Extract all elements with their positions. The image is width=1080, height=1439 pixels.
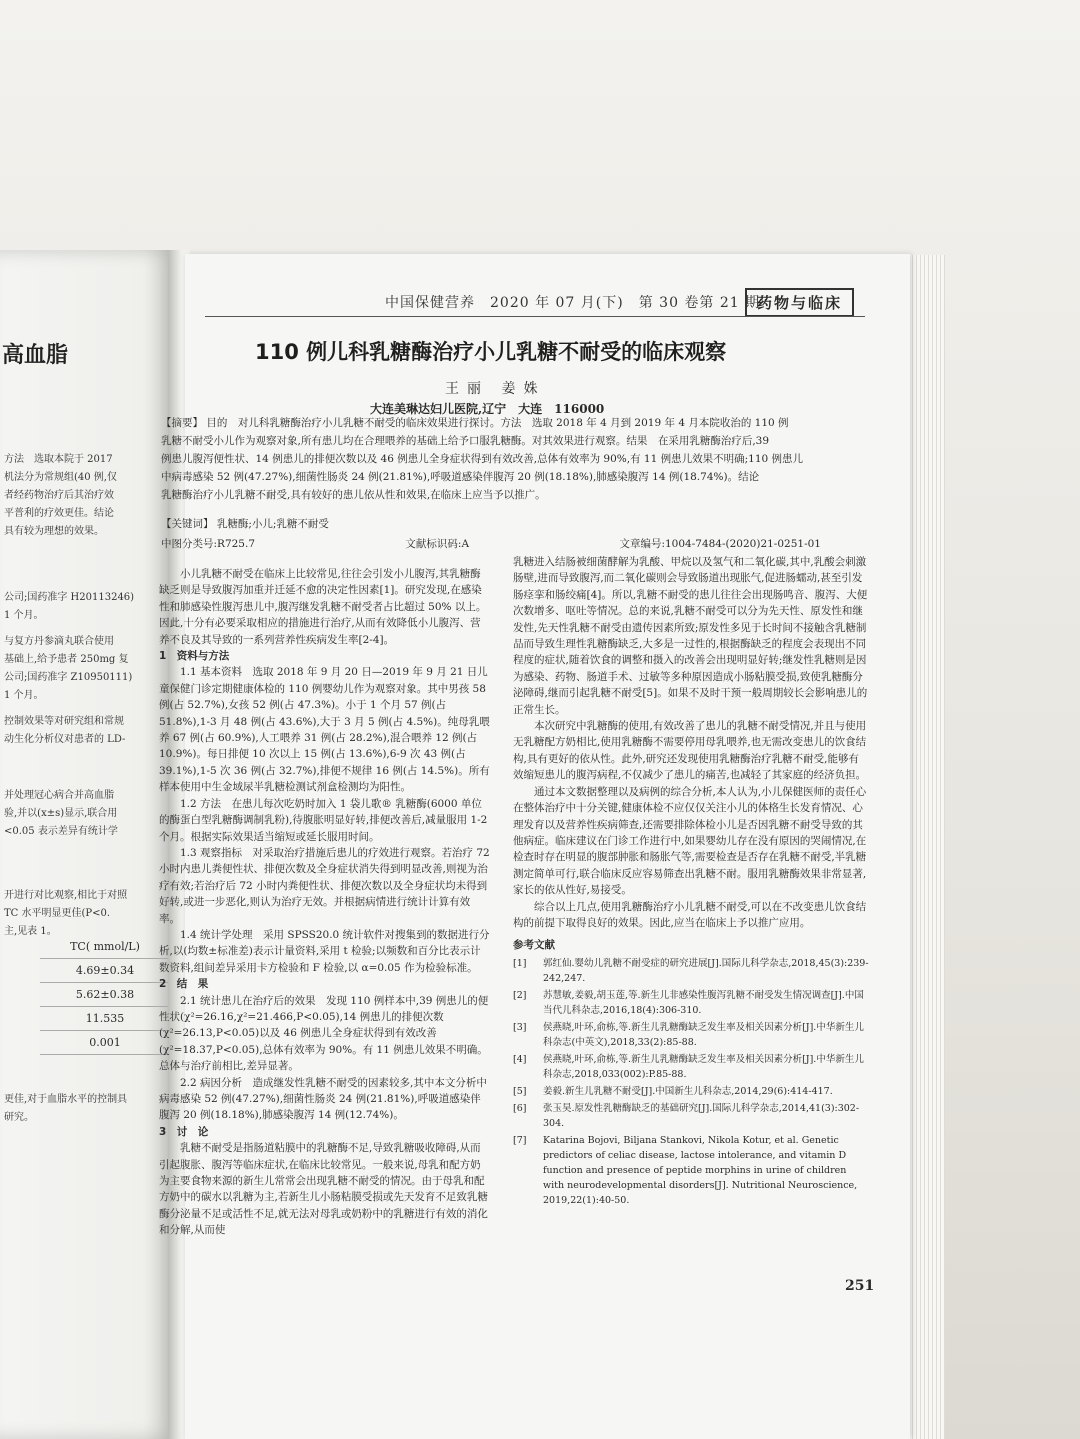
- paragraph: 本次研究中乳糖酶的使用,有效改善了患儿的乳糖不耐受情况,并且与使用无乳糖配方奶相比,使用乳糖酶不需要停用母乳喂养,也无需改变患儿的饮食结构,具有更好的依从性。此外,研究还发现使用乳糖酶治疗乳糖不耐受,能够有效缩短患儿的腹泻病程,不仅减少了患儿的痛苦,也减轻了其家庭的经济负担。: [513, 720, 867, 782]
- reference-number: [5]: [513, 1085, 527, 1097]
- left-page-line: 开进行对比观察,相比于对照: [4, 890, 128, 901]
- paragraph: 1.3 观察指标 对采取治疗措施后患儿的疗效进行观察。若治疗 72 小时内患儿粪便性状、排便次数及全身症状消失得到明显改善,则视为治疗有效;若治疗后 72 小时内粪便性状、排便次数以及全身症状均未得到好转,或进一步恶化,则认为治疗无效。并根据病情进行统计计算有效率。: [159, 846, 490, 925]
- paragraph: 1.2 方法 在患儿每次吃奶时加入 1 袋儿歌® 乳糖酶(6000 单位的酶蛋白型乳糖酶调制乳粉),待腹胀明显好转,排便改善后,减量服用 1-2 个月。根据实际效果适当缩短或延长服用时间。: [159, 797, 488, 843]
- page-number: 251: [845, 1278, 875, 1294]
- left-page-table: [40, 935, 170, 1055]
- clc-number: 中图分类号:R725.7: [161, 538, 256, 550]
- reference-item: [513, 1133, 869, 1208]
- reference-number: [6]: [513, 1102, 527, 1114]
- right-page: [159, 254, 910, 1439]
- table-header: TC( mmol/L): [40, 935, 170, 959]
- left-page-line: 动生化分析仪对患者的 LD-: [4, 734, 126, 745]
- abstract-line: 乳糖酶治疗小儿乳糖不耐受,具有较好的患儿依从性和效果,在临床上应当予以推广。: [161, 489, 546, 501]
- left-page-line: 研究。: [4, 1112, 34, 1123]
- paragraph: 1.4 统计学处理 采用 SPSS20.0 统计软件对搜集到的数据进行分析,以(均数±标准差)表示计量资料,采用 t 检验;以频数和百分比表示计数资料,组间差异采用卡方检验和 F 检验,以 α=0.05 作为检验标准。: [159, 928, 490, 974]
- left-page-line: 机法分为常规组(40 例,仅: [4, 472, 117, 483]
- left-page-line: 方法 选取本院于 2017: [4, 454, 113, 465]
- article-identifiers: [161, 536, 821, 551]
- right-column: [513, 554, 869, 1210]
- left-page-line: 主,见表 1。: [4, 926, 57, 937]
- reference-text: 侯燕晓,叶环,俞栋,等.新生儿乳糖酶缺乏发生率及相关因素分析[J].中华新生儿科杂志(中英文),2018,33(2):85-88.: [543, 1021, 864, 1048]
- reference-item: [513, 1052, 869, 1082]
- reference-text: 郭红仙.婴幼儿乳糖不耐受症的研究进展[J].国际儿科学杂志,2018,45(3):239-242,247.: [543, 957, 869, 984]
- paragraph: 2.1 统计患儿在治疗后的效果 发现 110 例样本中,39 例患儿的便性状(χ²=26.16,χ²=21.466,P<0.05),14 例患儿的排便次数(χ²=26.13,P<0.05)以及 46 例患儿全身症状得到有效改善(χ²=18.37,P<0.05),总体有效率为 90%。有 11 例患儿效果不明确。总体与治疗前相比,差异显著。: [159, 994, 489, 1073]
- reference-item: [513, 988, 869, 1018]
- left-page-line: 验,并以(x±s)显示,联合用: [4, 808, 118, 819]
- left-page-line: 并处理冠心病合并高血脂: [4, 790, 114, 801]
- table-cell: 5.62±0.38: [40, 983, 170, 1007]
- reference-text: 侯燕晓,叶环,俞栋,等.新生儿乳糖酶缺乏发生率及相关因素分析[J].中华新生儿科杂志,2018,033(002):P.85-88.: [543, 1053, 864, 1080]
- section-badge: 药物与临床: [745, 288, 854, 317]
- paragraph: 乳糖进入结肠被细菌酵解为乳酸、甲烷以及氢气和二氧化碳,其中,乳酸会刺激肠壁,进而导致腹泻,而二氧化碳则会导致肠道出现胀气,促进肠蠕动,甚至引发肠痉挛和肠绞痛[4]。所以,乳糖不耐受的患儿往往会出现肠鸣音、腹泻、大便次数增多、呕吐等情况。总的来说,乳糖不耐受可以分为先天性、原发性和继发性,先天性乳糖不耐受由遗传因素所致;原发性多见于长时间不接触含乳糖制品而导致生理性乳糖酶缺乏,大多是一过性的,根据酶缺乏的程度会表现出不同程度的症状,随着饮食的调整和摄入的改善会出现明显好转;继发性乳糖则是因为感染、药物、肠道手术、过敏等多种原因造成小肠粘膜受损,致使乳糖酶分泌障碍,继而引起乳糖不耐受[5]。如果不及时干预一般周期较长会影响患儿的正常生长。: [513, 556, 868, 716]
- reference-number: [1]: [513, 957, 527, 969]
- reference-item: [513, 1020, 869, 1050]
- article-affiliation: 大连美琳达妇儿医院,辽宁 大连 116000: [370, 402, 605, 416]
- journal-header: 中国保健营养 2020 年 07 月(下) 第 30 卷第 21 期: [385, 295, 761, 311]
- paragraph: 通过本文数据整理以及病例的综合分析,本人认为,小儿保健医师的责任心在整体治疗中十分关键,健康体检不应仅仅关注小儿的体格生长发育情况、心理发育以及营养性疾病筛查,还需要排除体检小儿是否因乳糖不耐受导致的其他病症。临床建议在门诊工作进行中,如果婴幼儿存在没有原因的哭闹情况,在检查时存在明显的腹部肿胀和肠胀气等,需要检查是否存在乳糖不耐受,半乳糖测定简单可行,联合临床反应容易筛查出乳糖不耐。服用乳糖酶效果非常显著,家长的依从性好,易接受。: [513, 785, 867, 897]
- article-title: 110 例儿科乳糖酶治疗小儿乳糖不耐受的临床观察: [255, 340, 727, 364]
- left-page-line: 公司;国药准字 H20113246): [4, 592, 135, 603]
- reference-number: [4]: [513, 1053, 527, 1065]
- keywords: 【关键词】 乳糖酶;小儿;乳糖不耐受: [161, 518, 329, 530]
- table-cell: 11.535: [40, 1007, 170, 1031]
- left-page-line: 1 个月。: [4, 610, 44, 621]
- abstract-line: 中病毒感染 52 例(47.27%),细菌性肠炎 24 例(21.81%),呼吸道感染伴腹泻 20 例(18.18%),肺感染腹泻 14 例(18.74%)。结论: [161, 471, 760, 483]
- left-page-line: 更佳,对于血脂水平的控制具: [4, 1094, 128, 1105]
- paragraph: 1.1 基本资料 选取 2018 年 9 月 20 日—2019 年 9 月 21 日儿童保健门诊定期健康体检的 110 例婴幼儿作为观察对象。其中男孩 58 例(占 52.7%),女孩 52 例(占 47.3%)。小于 1 个月 57 例(占 51.8%),1-3 月 48 例(占 43.6%),大于 3 月 5 例(占 4.5%)。纯母乳喂养 67 例(占 60.9%),人工喂养 31 例(占 28.2%),混合喂养 12 例(占 10.9%)。每日排便 10 次以上 15 例(占 13.6%),6-9 次 43 例(占 39.1%),1-5 次 36 例(占 32.7%),排便不规律 16 例(占 14.5%)。所有样本使用中生金域尿半乳糖检测试剂盒检测均为阳性。: [159, 666, 490, 794]
- document-code: 文献标识码:A: [405, 538, 470, 550]
- section-heading: 3 讨 论: [159, 1125, 209, 1138]
- article-number: 文章编号:1004-7484-(2020)21-0251-01: [619, 538, 821, 550]
- left-page-line: 与复方丹参滴丸联合使用: [4, 636, 114, 647]
- paragraph: 2.2 病因分析 造成继发性乳糖不耐受的因素较多,其中本文分析中病毒感染 52 例(47.27%),细菌性肠炎 24 例(21.81%),呼吸道感染伴腹泻 20 例(18.18%),肺感染腹泻 14 例(12.74%)。: [159, 1076, 487, 1122]
- section-heading: 2 结 果: [159, 978, 209, 991]
- reference-item: [513, 956, 869, 986]
- left-page-line: 基础上,给予患者 250mg 复: [4, 654, 129, 665]
- left-page-title-fragment: 高血脂: [2, 343, 69, 368]
- reference-item: [513, 1101, 869, 1131]
- reference-text: 苏慧敏,姜毅,胡玉莲,等.新生儿非感染性腹泻乳糖不耐受发生情况调查[J].中国当代儿科杂志,2016,18(4):306-310.: [543, 989, 864, 1016]
- left-page-line: 公司;国药准字 Z10950111): [4, 672, 133, 683]
- left-page-line: 具有较为理想的效果。: [4, 526, 104, 537]
- abstract-line: 例患儿腹泻便性状、14 例患儿的排便次数以及 46 例患儿全身症状得到有效改善,总体有效率为 90%,有 11 例患儿效果不明确;110 例患儿: [161, 453, 804, 465]
- left-page-line: 控制效果等对研究组和常规: [4, 716, 124, 727]
- reference-text: 姜毅.新生儿乳糖不耐受[J].中国新生儿科杂志,2014,29(6):414-417.: [543, 1085, 833, 1097]
- left-page: [0, 250, 178, 1439]
- section-heading: 1 资料与方法: [159, 650, 230, 663]
- reference-item: [513, 1084, 869, 1099]
- paragraph: 小儿乳糖不耐受在临床上比较常见,往往会引发小儿腹泻,其乳糖酶缺乏则是导致腹泻加重并迁延不愈的决定性因素[1]。研究发现,在感染性和肺感染性腹泻患儿中,腹泻继发乳糖不耐受者占比超过 50% 以上。因此,十分有必要采取相应的措施进行治疗,从而有效降低小儿腹泻、营养不良及其导致的一系列营养性疾病发生率[2-4]。: [159, 568, 487, 646]
- left-page-line: 平普利的疗效更佳。结论: [4, 508, 114, 519]
- left-column: [159, 566, 491, 1239]
- paragraph: 综合以上几点,使用乳糖酶治疗小儿乳糖不耐受,可以在不改变患儿饮食结构的前提下取得良好的效果。因此,应当在临床上予以推广应用。: [513, 900, 867, 929]
- reference-number: [2]: [513, 989, 527, 1001]
- reference-text: Katarina Bojovi, Biljana Stankovi, Nikola Kotur, et al. Genetic predictors of celiac disease, lactose intolerance, and vitamin D function and presence of peptide morphins in urine of children with neurodevelopmental disorders[J]. Nutritional Neuroscience, 2019,22(1):40-50.: [543, 1134, 858, 1206]
- left-page-line: TC 水平明显更佳(P<0.: [4, 908, 111, 919]
- paragraph: 乳糖不耐受是指肠道粘膜中的乳糖酶不足,导致乳糖吸收障碍,从而引起腹胀、腹泻等临床症状,在临床比较常见。一般来说,母乳和配方奶为主要食物来源的新生儿常常会出现乳糖不耐受的情况。由于母乳和配方奶中的碳水以乳糖为主,若新生儿小肠粘膜受损或先天发育不足致乳糖酶分泌量不足或活性不足,就无法对母乳或奶粉中的乳糖进行有效的消化和分解,从而使: [159, 1142, 488, 1237]
- page-edges: [905, 255, 945, 1439]
- reference-number: [3]: [513, 1021, 527, 1033]
- references-heading: 参考文献: [513, 939, 555, 952]
- abstract-line: 【摘要】 目的 对儿科乳糖酶治疗小儿乳糖不耐受的临床效果进行探讨。方法 选取 2018 年 4 月到 2019 年 4 月本院收治的 110 例: [161, 417, 789, 429]
- header-rule: [205, 316, 865, 317]
- article-authors: 王丽 姜姝: [445, 381, 546, 397]
- left-page-line: 1 个月。: [4, 690, 44, 701]
- table-cell: 0.001: [40, 1031, 170, 1055]
- left-page-line: 者经药物治疗后其治疗效: [4, 490, 114, 501]
- reference-text: 张玉昊.原发性乳糖酶缺乏的基础研究[J].国际儿科学杂志,2014,41(3):302-304.: [543, 1102, 860, 1129]
- abstract: [161, 414, 861, 504]
- left-page-line: <0.05 表示差异有统计学: [4, 826, 118, 837]
- reference-number: [7]: [513, 1134, 527, 1146]
- abstract-line: 乳糖不耐受小儿作为观察对象,所有患儿均在合理喂养的基础上给予口服乳糖酶。对其效果进行观察。结果 在采用乳糖酶治疗后,39: [161, 435, 770, 447]
- table-cell: 4.69±0.34: [40, 959, 170, 983]
